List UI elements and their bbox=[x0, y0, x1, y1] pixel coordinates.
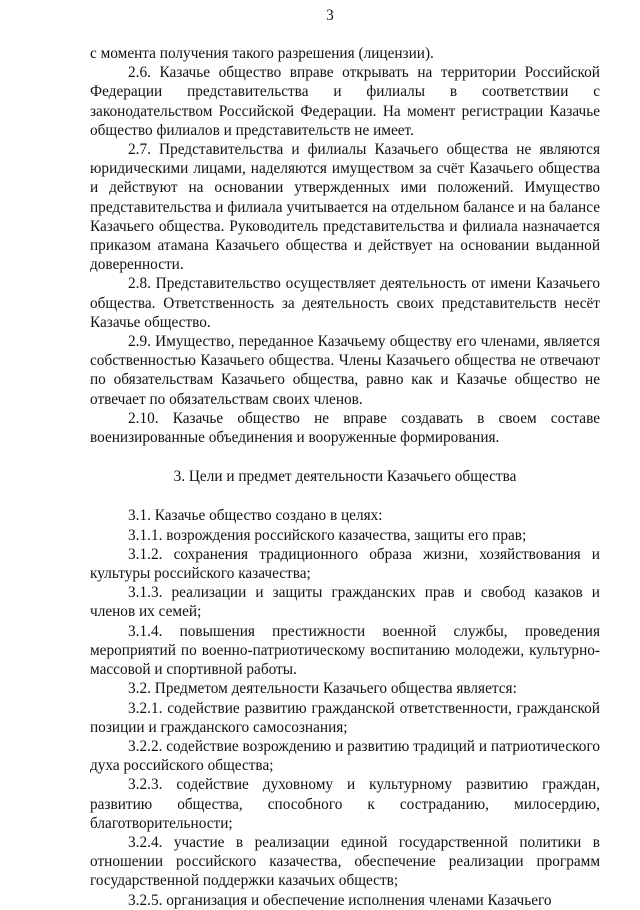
clause-3-2-5: 3.2.5. организация и обеспечение исполнения членами Казачьего bbox=[128, 891, 552, 909]
clause-3-2-3: 3.2.3. содействие духовному и культурному развитию граждан, развитию общества, способного к состраданию, милосердию, благотворительности; bbox=[90, 776, 600, 832]
clause-3-2: 3.2. Предметом деятельности Казачьего общества является: bbox=[128, 680, 517, 698]
paragraph-2-9: 2.9. Имущество, переданное Казачьему обществу его членами, является собственностью Казачьего общества. Члены Казачьего общества не отвечают по обязательствам Казачьего общества, равно как и Казачье общество не отвечает по обязательствам своих членов. bbox=[90, 333, 600, 408]
paragraph-2-6: 2.6. Казачье общество вправе открывать на территории Российской Федерации представительства и филиалы в соответствии с законодательством Российской Федерации. На момент регистрации Казачье общество филиалов и представительств не имеет. bbox=[90, 64, 600, 139]
clause-3-1-4: 3.1.4. повышения престижности военной службы, проведения мероприятий по военно-патриотическому воспитанию молодежи, культурно-массовой и спортивной работы. bbox=[90, 622, 600, 679]
clause-3-2-4: 3.2.4. участие в реализации единой государственной политики в отношении российского казачества, обеспечение реализации программ государственной поддержки казачьих обществ; bbox=[90, 833, 600, 890]
clause-3-2-2: 3.2.2. содействие возрождению и развитию традиций и патриотического духа российского общества; bbox=[90, 737, 600, 775]
paragraph-2-10: 2.10. Казачье общество не вправе создавать в своем составе военизированные объединения и вооруженные формирования. bbox=[90, 409, 600, 447]
clause-3-2-1: 3.2.1. содействие развитию гражданской ответственности, гражданской позиции и гражданского самосознания; bbox=[90, 699, 600, 736]
paragraph-2-8: 2.8. Представительство осуществляет деятельность от имени Казачьего общества. Ответственность за деятельность своих представительств несёт Казачье общество. bbox=[90, 275, 600, 331]
clause-3-1-1: 3.1.1. возрождения российского казачества, защиты его прав; bbox=[128, 526, 527, 544]
clause-3-1-3: 3.1.3. реализации и защиты гражданских прав и свобод казаков и членов их семей; bbox=[90, 584, 600, 621]
page-number: 3 bbox=[326, 7, 334, 24]
clause-3-1: 3.1. Казачье общество создано в целях: bbox=[128, 507, 383, 525]
paragraph-2-7: 2.7. Представительства и филиалы Казачьего общества не являются юридическими лицами, наделяются имуществом за счёт Казачьего общества и действуют на основании утвержденных ими положений. Имущество представительства и филиала учитывается на отдельном балансе и на балансе Казачьего общества. Руководитель представительства и филиала назначается приказом атамана Казачьего общества и действует на основании выданной доверенности. bbox=[90, 141, 600, 274]
paragraph-continuation: с момента получения такого разрешения (лицензии). bbox=[90, 45, 434, 62]
section-heading: 3. Цели и предмет деятельности Казачьего общества bbox=[173, 468, 517, 486]
clause-3-1-2: 3.1.2. сохранения традиционного образа жизни, хозяйствования и культуры российского казачества; bbox=[90, 545, 600, 583]
